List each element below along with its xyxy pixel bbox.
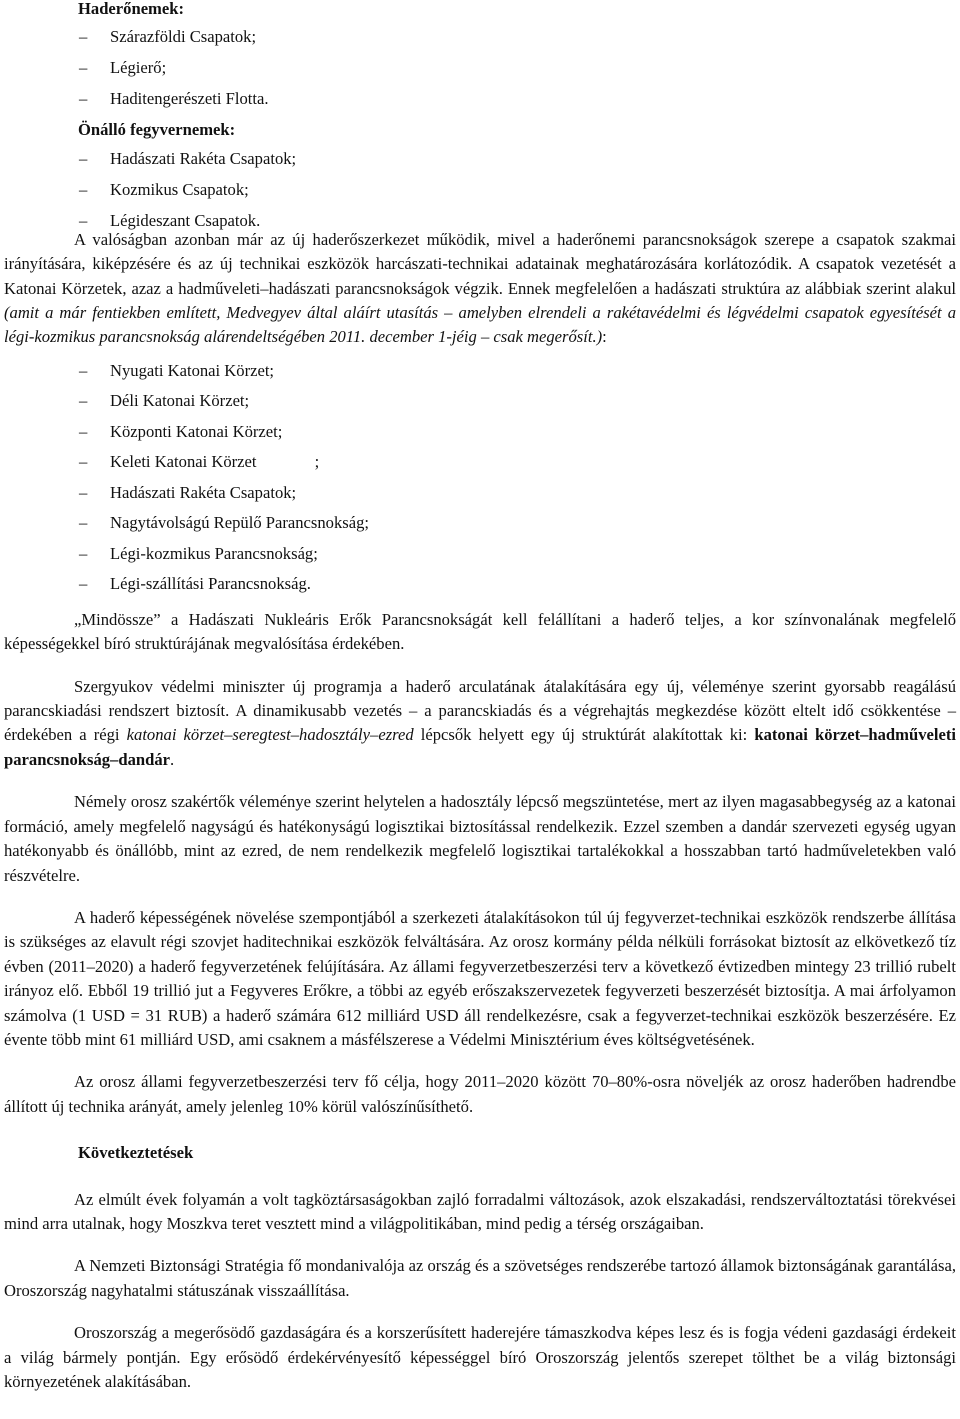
list-item-text: Légideszant Csapatok. xyxy=(110,210,261,230)
list-item-text: Keleti Katonai Körzet ; xyxy=(110,452,320,472)
paragraph-italic-text: (amit a már fentiekben említett, Medvegyev által aláírt utasítás – amelyben elrendeli a rakétavédelmi és légvédelmi csapatok egyesítését a légi-kozmikus parancsnokság alárendeltségében 2011. december 1-jéig – csak megerősít.) xyxy=(4,303,956,347)
list-item-text: Nagytávolságú Repülő Parancsnokság; xyxy=(110,513,369,533)
list-item-text: Szárazföldi Csapatok; xyxy=(110,27,257,47)
bullet-list-districts xyxy=(4,356,956,600)
list-item xyxy=(4,205,956,236)
list-item xyxy=(4,508,956,539)
paragraph-text: Szergyukov védelmi miniszter új programja a haderő arculatának átalakítására egy új, véleménye szerint gyorsabb reagálású parancskiadási rendszert biztosít. A dinamikusabb vezetés – a parancskiadás és a végrehajtás megkezdése között eltelt idő csökkentése – érdekében a régi xyxy=(4,676,956,745)
paragraph-bold-text: katonai körzet–hadműveleti parancsnokság–dandár xyxy=(4,725,956,769)
section-service-branches xyxy=(4,0,956,114)
dash-bullet: – xyxy=(79,513,88,533)
list-item xyxy=(4,174,956,205)
bullet-list xyxy=(4,21,956,114)
list-item-text: Légi-szállítási Parancsnokság. xyxy=(110,574,311,594)
paragraph-armament-procurement: A haderő képességének növelése szempontjából a szerkezeti átalakításokon túl új fegyverzet-technikai eszközök rendszerbe állítása is szükséges az elavult régi szovjet haditechnikai eszközök felváltására. Az orosz kormány példa nélküli forrásokat biztosít az elkövetkező tíz évben (2011–2020) a haderő fegyverzetének felújítására. Az állami fegyverzetbeszerzési terv a következő évtizedben mintegy 23 trillió rubelt irányoz elő. Ebből 19 trillió jut a Fegyveres Erőkre, a többi az egyéb erőszakszervezetek fegyverzeti beszerzését biztosítja. A mai árfolyamon számolva (1 USD = 31 RUB) a haderő számára 612 milliárd USD áll rendelkezésre, csak a fegyverzet-technikai eszközök beszerzésére. Ez évente több mint 61 milliárd USD, ami csaknem a másfélszerese a Védelmi Minisztérium éves költségvetésének. xyxy=(4,907,956,1049)
list-item-text: Légierő; xyxy=(110,58,167,78)
dash-bullet: – xyxy=(79,452,88,472)
dash-bullet: – xyxy=(79,360,88,380)
conclusions-heading: Következtetések xyxy=(78,1143,194,1163)
paragraph-conclusion-3: Oroszország a megerősödő gazdaságára és a korszerűsített haderejére támaszkodva képes lesz és is fogja védeni gazdasági érdekeit a világ bármely pontján. Egy erősödő érdekérvényesítő képességgel bíró Oroszország jelentős szerepet tölthet be a világ biztonsági környezetének alakításában. xyxy=(4,1323,956,1391)
dash-bullet: – xyxy=(79,574,88,594)
paragraph-new-command-system xyxy=(4,675,956,773)
paragraph-procurement-goal: Az orosz állami fegyverzetbeszerzési terv fő célja, hogy 2011–2020 között 70–80%-osra növeljék az orosz haderőben hadrendbe állított új technika arányát, amely jelenleg 10% körül valószínűsíthető. xyxy=(4,1072,956,1116)
section-heading: Önálló fegyvernemek: xyxy=(78,120,236,140)
paragraph-text-end: : xyxy=(602,327,607,347)
section-heading: Haderőnemek: xyxy=(78,0,184,18)
list-item xyxy=(4,21,956,52)
list-item xyxy=(4,417,956,448)
paragraph-text: lépcsők helyett egy új struktúrát alakítottak ki: xyxy=(413,725,755,745)
dash-bullet: – xyxy=(79,391,88,411)
list-item-text: Haditengerészeti Flotta. xyxy=(110,89,269,109)
paragraph-conclusion-2: A Nemzeti Biztonsági Stratégia fő mondanivalója az ország és a szövetséges rendszerébe tartozó államok biztonságának garantálása, Oroszország nagyhatalmi státuszának visszaállítása. xyxy=(4,1256,956,1300)
list-item-text: Légi-kozmikus Parancsnokság; xyxy=(110,543,318,563)
list-item xyxy=(4,143,956,174)
paragraph-italic-text: katonai körzet–seregtest–hadosztály–ezred xyxy=(126,725,414,745)
list-item xyxy=(4,569,956,600)
paragraph-structure xyxy=(4,228,956,350)
paragraph-nuclear-forces: „Mindössze” a Hadászati Nukleáris Erők Parancsnokságát kell felállítani a haderő teljes, a kor színvonalának megfelelő képességekkel bíró struktúrájának megvalósítása érdekében. xyxy=(4,609,956,654)
paragraph-conclusion-1: Az elmúlt évek folyamán a volt tagköztársaságokban zajló forradalmi változások, azok elszakadási, rendszerváltoztatási törekvései mind arra utalnak, hogy Moszkva teret vesztett mind a világpolitikában, mind pedig a térség országaiban. xyxy=(4,1189,956,1233)
dash-bullet: – xyxy=(79,210,88,230)
list-item-text: Nyugati Katonai Körzet; xyxy=(110,360,275,380)
list-item-text: Hadászati Rakéta Csapatok; xyxy=(110,148,297,168)
list-item-text: Központi Katonai Körzet; xyxy=(110,421,283,441)
dash-bullet: – xyxy=(79,148,88,168)
list-item-text: Kozmikus Csapatok; xyxy=(110,179,249,199)
section-independent-arms xyxy=(4,118,956,235)
paragraph-text: A valóságban azonban már az új haderőszerkezet működik, mivel a haderőnemi parancsnokságok szerepe a csapatok szakmai irányítására, kiképzésére és az új technikai eszközök harcászati-technikai adatainak meghatározására korlátozódik. A csapatok vezetését a Katonai Körzetek, azaz a hadműveleti–hadászati parancsnokságok végzik. Ennek megfelelően a hadászati struktúra az alábbiak szerint alakul xyxy=(4,229,956,298)
list-item xyxy=(4,478,956,509)
dash-bullet: – xyxy=(79,27,88,47)
list-item-text: Déli Katonai Körzet; xyxy=(110,391,250,411)
dash-bullet: – xyxy=(79,58,88,78)
dash-bullet: – xyxy=(79,482,88,502)
dash-bullet: – xyxy=(79,421,88,441)
list-item xyxy=(4,356,956,387)
paragraph-text-end: . xyxy=(170,749,175,769)
dash-bullet: – xyxy=(79,543,88,563)
dash-bullet: – xyxy=(79,89,88,109)
paragraph-experts-opinion: Némely orosz szakértők véleménye szerint helytelen a hadosztály lépcső megszüntetése, mert az ilyen magasabbegység az a katonai formáció, amely megfelelő nagyságú és hatékonyságú logisztikai biztosítással rendelkezik. Ezzel szemben a dandár szervezeti egység ugyan hatékonyabb és önállóbb, mint az ezred, de nem rendelkezik megfelelő logisztikai tartalékokkal a hosszabban tartó hadműveletekben való részvételre. xyxy=(4,792,956,885)
dash-bullet: – xyxy=(79,179,88,199)
list-item xyxy=(4,539,956,570)
list-item xyxy=(4,447,956,478)
list-item xyxy=(4,83,956,114)
list-item-text: Hadászati Rakéta Csapatok; xyxy=(110,482,297,502)
list-item xyxy=(4,52,956,83)
list-item xyxy=(4,386,956,417)
bullet-list xyxy=(4,143,956,236)
